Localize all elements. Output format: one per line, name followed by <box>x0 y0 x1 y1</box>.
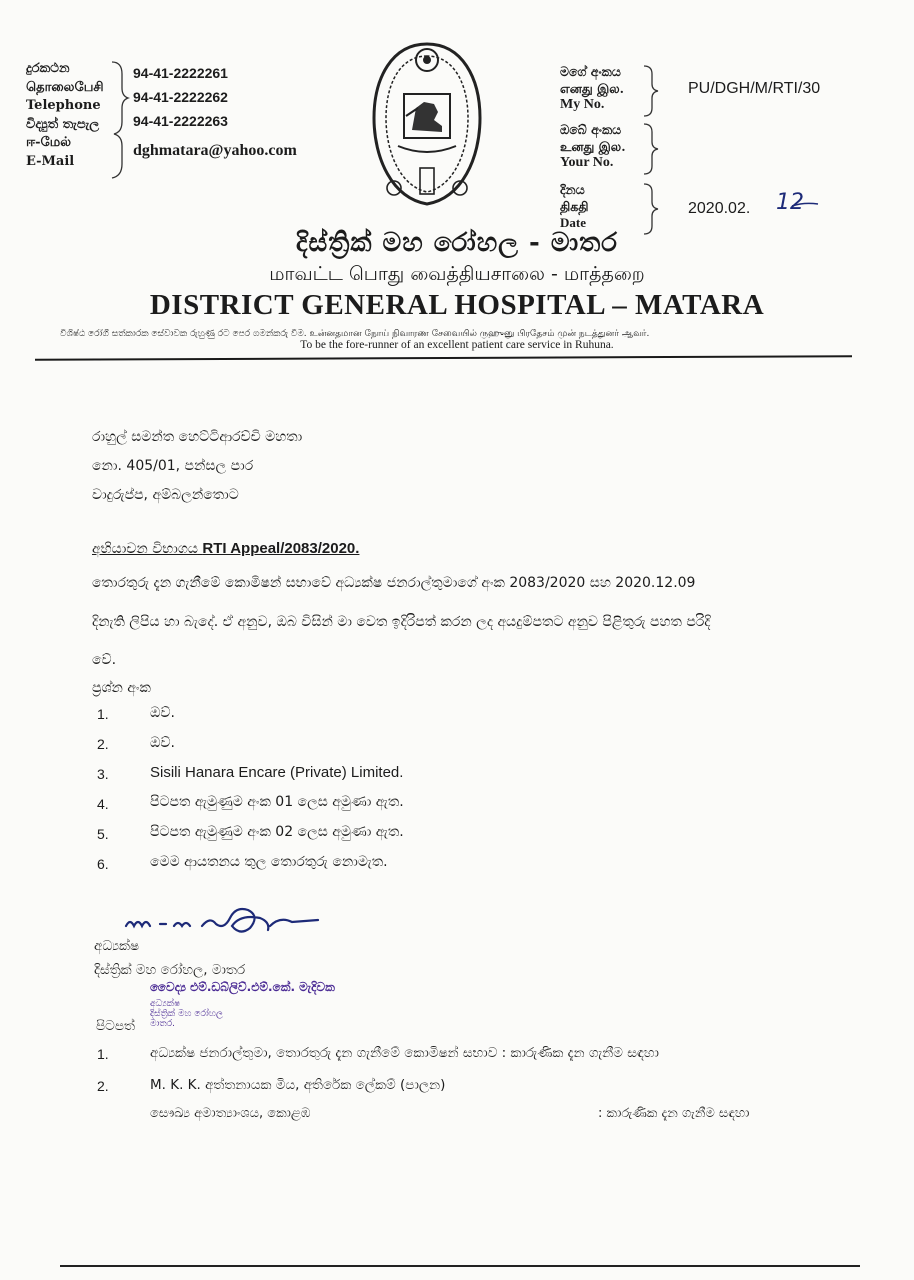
body-line-1: තොරතුරු දැන ගැනීමේ කොමිෂන් සභාවේ අධ්‍යක්ෂ ජනරාල්තුමාගේ අංක 2083/2020 සහ 2020.12.09 <box>92 575 696 591</box>
answer-num: 2. <box>97 736 109 752</box>
my-no-label-en: My No. <box>560 97 605 112</box>
date-underline-stroke <box>790 198 820 212</box>
your-no-label-en: Your No. <box>560 155 614 170</box>
answer-text: පිටපත ඇමුණුම අංක 02 ලෙස අමුණා ඇත. <box>150 824 404 840</box>
my-no-label-ta: எனது இல. <box>560 80 624 96</box>
answer-num: 4. <box>97 796 109 812</box>
header-divider <box>35 355 852 361</box>
answer-text: Sisili Hanara Encare (Private) Limited. <box>150 764 404 781</box>
copy-num: 1. <box>97 1046 109 1062</box>
subject-prefix: අභියාචන විභාගය <box>92 541 198 557</box>
stamp-name: වෛද්‍ය එම්.ඩබ්ලිව්.එම්.කේ. මැදිවක <box>150 980 335 994</box>
my-no-labels <box>560 64 624 114</box>
phone-numbers <box>133 61 228 133</box>
signatory-office: දිස්ත්‍රික් මහ රෝහල, මාතර <box>94 962 246 978</box>
answer-num: 6. <box>97 856 109 872</box>
copies-label: පිටපත් <box>96 1018 135 1034</box>
date-label-si: දිනය <box>560 182 585 197</box>
date-label-ta: திகதி <box>560 198 589 214</box>
your-no-brace-icon <box>640 122 662 176</box>
sri-lanka-emblem-icon <box>362 38 492 210</box>
signatory-title: අධ්‍යක්ෂ <box>94 938 140 954</box>
handwritten-signature <box>120 896 330 946</box>
recipient-line-2: නො. 405/01, පන්සල පාර <box>92 458 254 474</box>
body-line-3: වේ. <box>92 652 117 668</box>
body-line-2: දිනැති ලිපිය හා බැදේ. ඒ අනුව, ඔබ විසින් මා වෙත ඉදිරිපත් කරන ලද අයදුම්පතට අනුව පිළිතුරු පහත පරිදි <box>92 614 711 630</box>
copy-text: අධ්‍යක්ෂ ජනරාල්තුමා, තොරතුරු දැන ගැනීමේ කොමිෂන් සභාව : කාරුණික දැන ගැනීම සඳහා <box>150 1045 659 1061</box>
subject-ref: RTI Appeal/2083/2020. <box>202 540 360 557</box>
your-no-label-ta: உனது இல. <box>560 138 626 154</box>
answer-text: මෙම ආයතනය තුල තොරතුරු නොමැත. <box>150 854 388 870</box>
my-no-label-si: මගේ අංකය <box>560 64 621 79</box>
email-label-si: විද්‍යුත් තැපැල <box>26 116 100 132</box>
phone-1: 94-41-2222261 <box>133 65 228 81</box>
footer-divider <box>60 1265 860 1267</box>
contact-brace-icon <box>108 60 130 180</box>
copy-text: M. K. K. අත්තනායක මිය, අතිරේක ලේකම් (පාලන) <box>150 1077 446 1093</box>
my-no-brace-icon <box>640 64 662 118</box>
answer-num: 1. <box>97 706 109 722</box>
copy-sub: සෞඛ්‍ය අමාත්‍යාංශය, කොළඹ <box>150 1106 311 1121</box>
question-heading: ප්‍රශ්න අංක <box>92 680 151 696</box>
your-no-label-si: ඔබේ අංකය <box>560 122 622 137</box>
title-tamil: மாவட்ட பொது வைத்தியசாலை - மாத்தறை <box>269 263 645 285</box>
subject-line <box>92 540 359 557</box>
stamp-line-3: මාතර. <box>150 1019 176 1029</box>
my-no-value: PU/DGH/M/RTI/30 <box>688 80 821 97</box>
copy-num: 2. <box>97 1078 109 1094</box>
phone-3: 94-41-2222263 <box>133 113 228 129</box>
phone-2: 94-41-2222262 <box>133 89 228 105</box>
motto-local: විශිෂ්ඨ රෝගී සත්කාරක සේවාවක රුහුණු රට පෙර ගමන්කරු වීම. உன்னதமான நோய் நிவாரண சேவையில் ருஹுனு பிரதேசம் முன் நடத்துனர் ஆவர். <box>60 329 650 339</box>
stamp-line-1: අධ්‍යක්ෂ <box>150 999 181 1009</box>
stamp-designation <box>150 999 223 1029</box>
answer-num: 3. <box>97 766 109 782</box>
your-no-labels <box>560 122 626 172</box>
date-handwritten: 12 <box>776 190 804 215</box>
telephone-label-en: Telephone <box>26 98 101 113</box>
stamp-line-2: දිස්ත්‍රික් මහ රෝහල <box>150 1009 223 1019</box>
answer-text: ඔව්. <box>150 705 175 721</box>
contact-labels <box>26 60 104 171</box>
answer-text: ඔව්. <box>150 735 175 751</box>
email-address: dghmatara@yahoo.com <box>133 142 297 159</box>
title-english: DISTRICT GENERAL HOSPITAL – MATARA <box>149 289 765 321</box>
recipient-line-3: වාදුරුප්ප, අම්බලන්තොට <box>92 487 239 503</box>
date-label-en: Date <box>560 215 586 230</box>
motto-english: To be the fore-runner of an excellent patient care service in Ruhuna. <box>300 339 614 351</box>
title-sinhala: දිස්ත්‍රික් මහ රෝහල - මාතර <box>296 228 618 258</box>
recipient-line-1: රාහුල් සමන්ත හෙට්ටිආරච්චි මහතා <box>92 429 303 445</box>
email-label-en: E-Mail <box>26 153 75 169</box>
answer-text: පිටපත ඇමුණුම අංක 01 ලෙස අමුණා ඇත. <box>150 794 404 810</box>
answer-num: 5. <box>97 826 109 842</box>
date-value: 2020.02. <box>688 200 751 217</box>
copy-sub-note: : කාරුණික දැන ගැනීම සඳහා <box>598 1106 750 1121</box>
telephone-label-ta: தொலைபேசி <box>26 79 104 95</box>
email-label-ta: ஈ-மேல் <box>26 135 72 150</box>
telephone-label-si: දුරකථන <box>26 61 70 76</box>
date-labels <box>560 182 588 232</box>
